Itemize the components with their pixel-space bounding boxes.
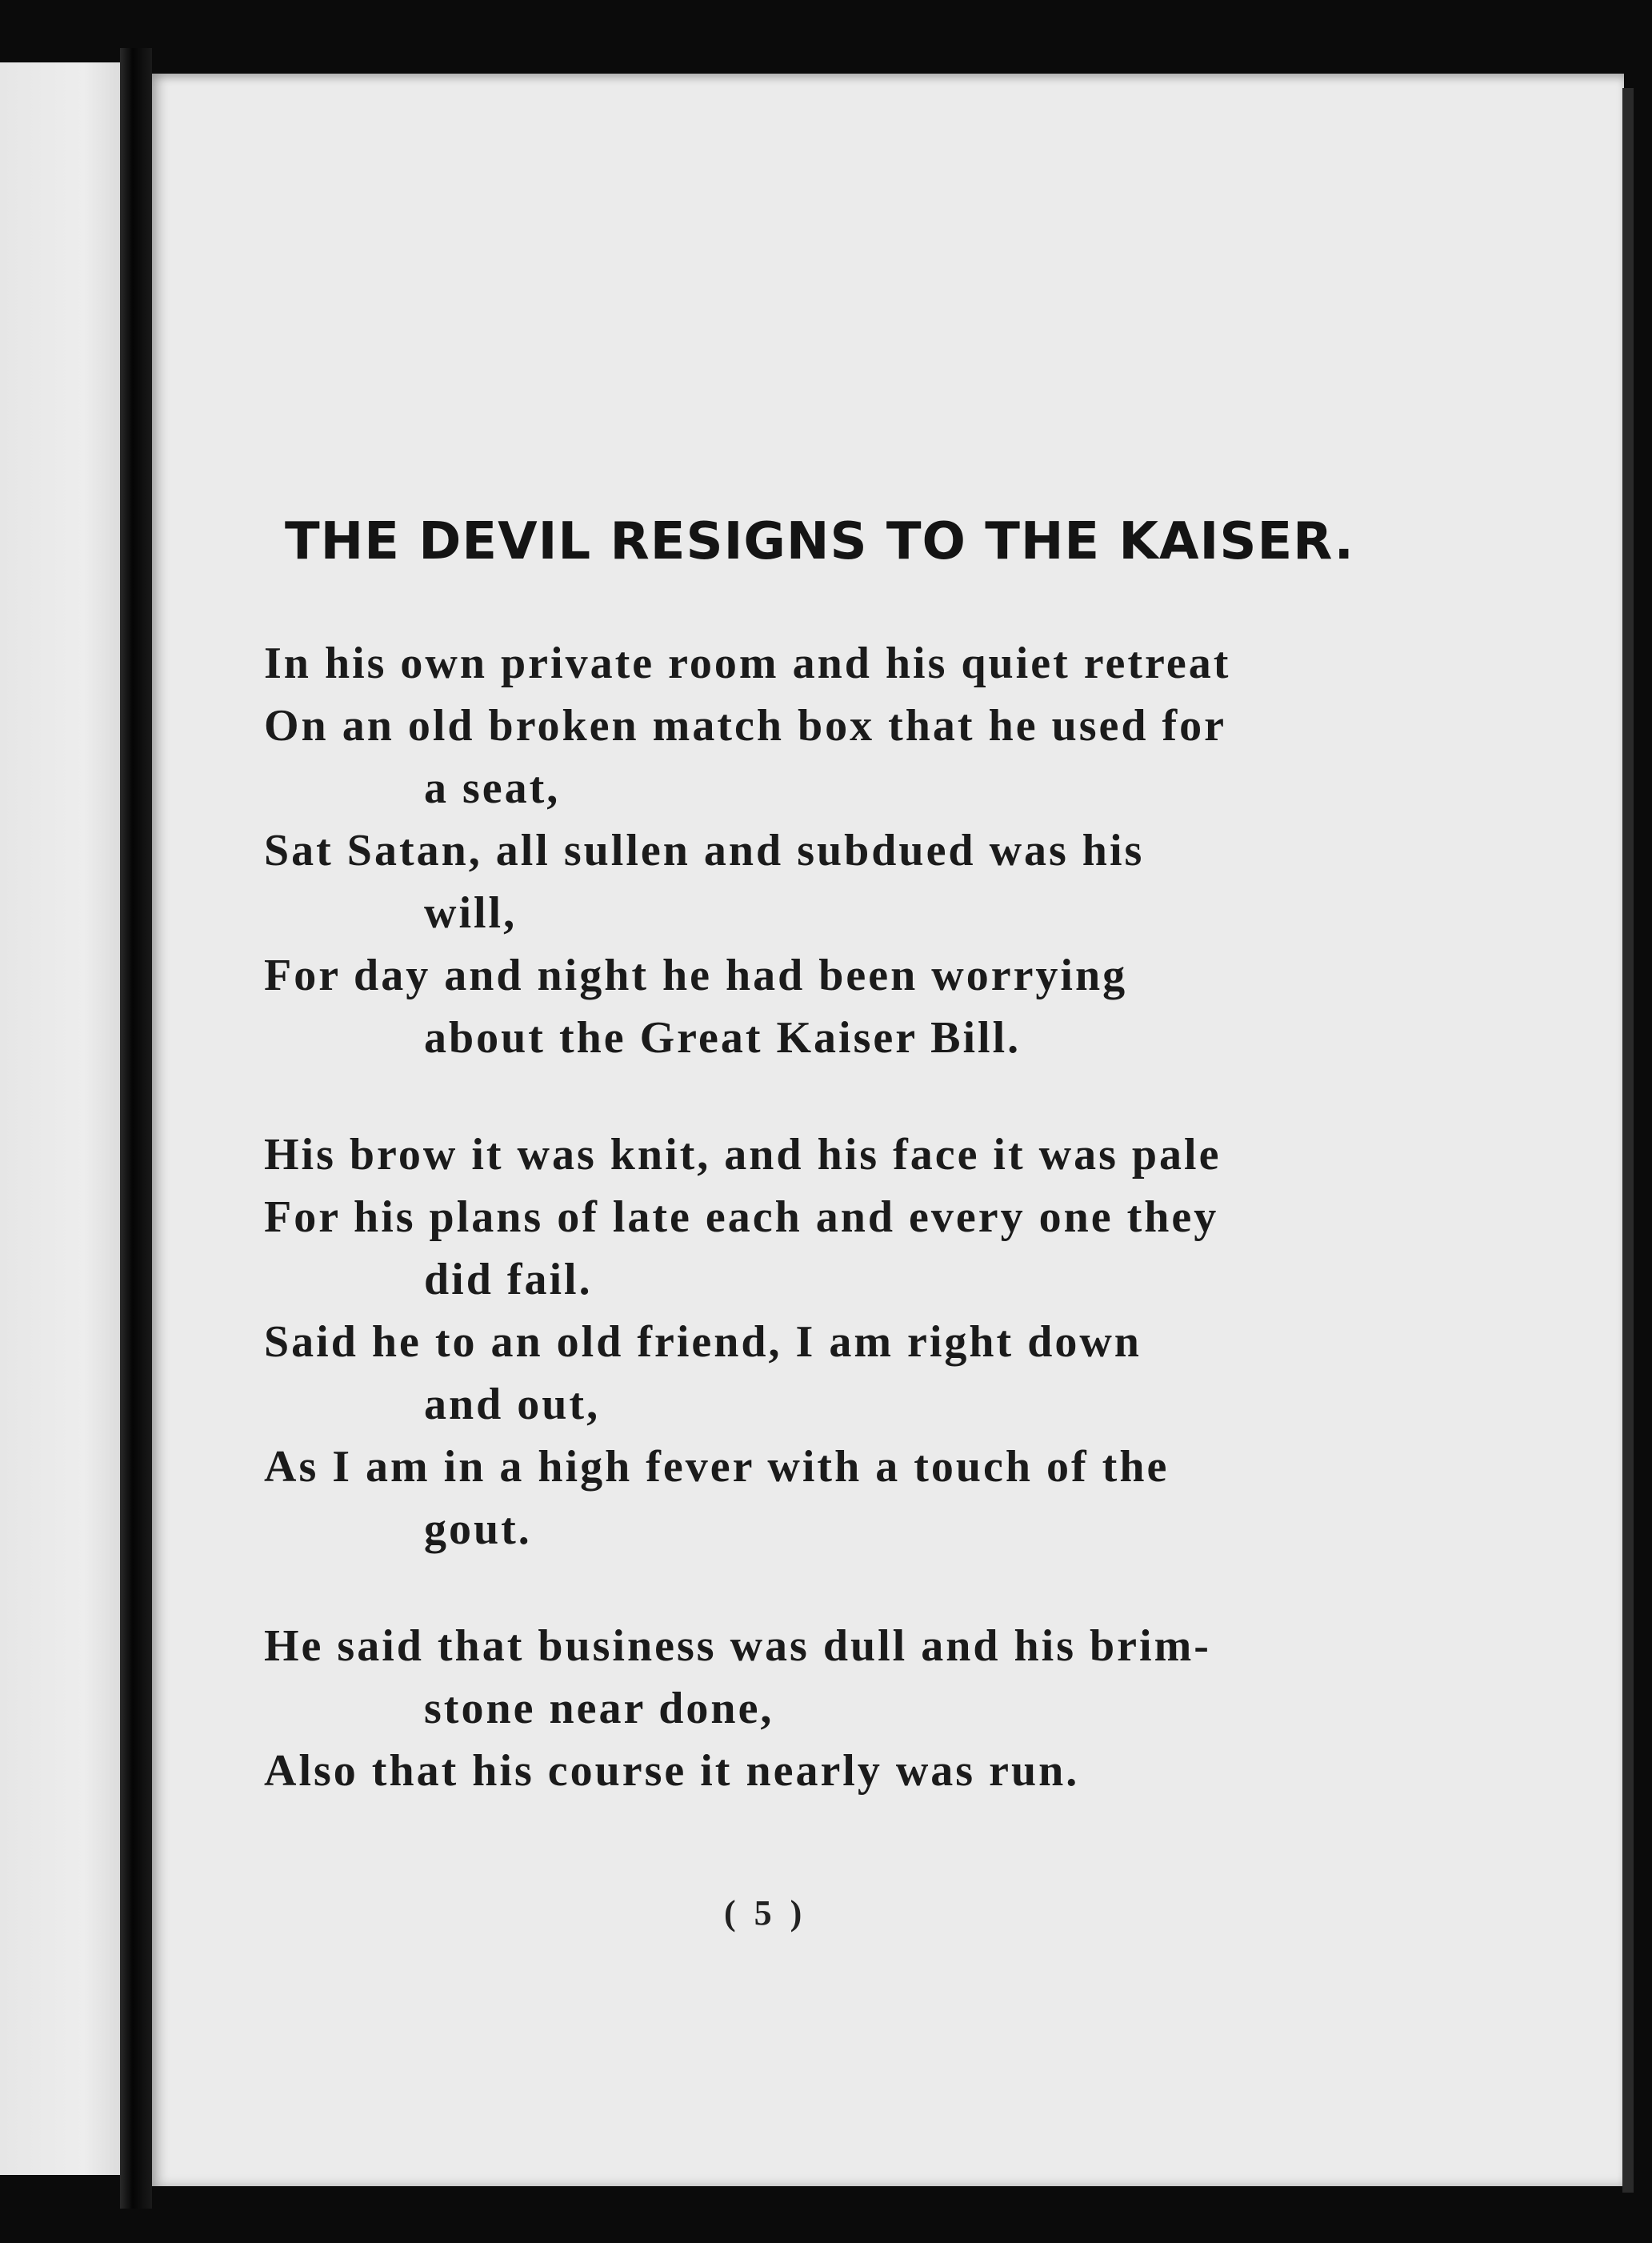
poem-line-continuation: gout. — [424, 1504, 532, 1554]
book-gutter — [120, 48, 152, 2209]
poem-line-continuation: did fail. — [424, 1255, 593, 1304]
page-right-edge — [1622, 88, 1634, 2193]
poem-line: Said he to an old friend, I am right down — [264, 1317, 1142, 1367]
facing-page-edge — [0, 62, 120, 2175]
poem-line: In his own private room and his quiet retreat — [264, 639, 1231, 688]
poem-line: For day and night he had been worrying — [264, 951, 1128, 1000]
stanza-gap — [264, 1069, 1304, 1124]
poem-line: His brow it was knit, and his face it was pale — [264, 1130, 1222, 1180]
stanza-gap — [264, 1560, 1304, 1615]
poem-line-continuation: a seat, — [424, 763, 561, 813]
poem-line: He said that business was dull and his brim- — [264, 1621, 1211, 1671]
poem-line: Sat Satan, all sullen and subdued was his — [264, 826, 1145, 875]
poem-line-continuation: about the Great Kaiser Bill. — [424, 1013, 1022, 1063]
poem-line-continuation: and out, — [424, 1380, 601, 1429]
stanza-3 — [264, 1615, 1304, 1802]
stanza-2 — [264, 1124, 1304, 1560]
poem-line-continuation: will, — [424, 888, 518, 938]
poem-body — [264, 632, 1304, 1802]
poem-line: Also that his course it nearly was run. — [264, 1746, 1080, 1796]
page-number: ( 5 ) — [724, 1893, 807, 1933]
poem-title: THE DEVIL RESIGNS TO THE KAISER. — [285, 512, 1354, 571]
poem-line-continuation: stone near done, — [424, 1684, 774, 1733]
poem-line: On an old broken match box that he used for — [264, 701, 1227, 751]
poem-line: For his plans of late each and every one they — [264, 1192, 1219, 1242]
poem-line: As I am in a high fever with a touch of the — [264, 1442, 1170, 1492]
stanza-1 — [264, 632, 1304, 1069]
